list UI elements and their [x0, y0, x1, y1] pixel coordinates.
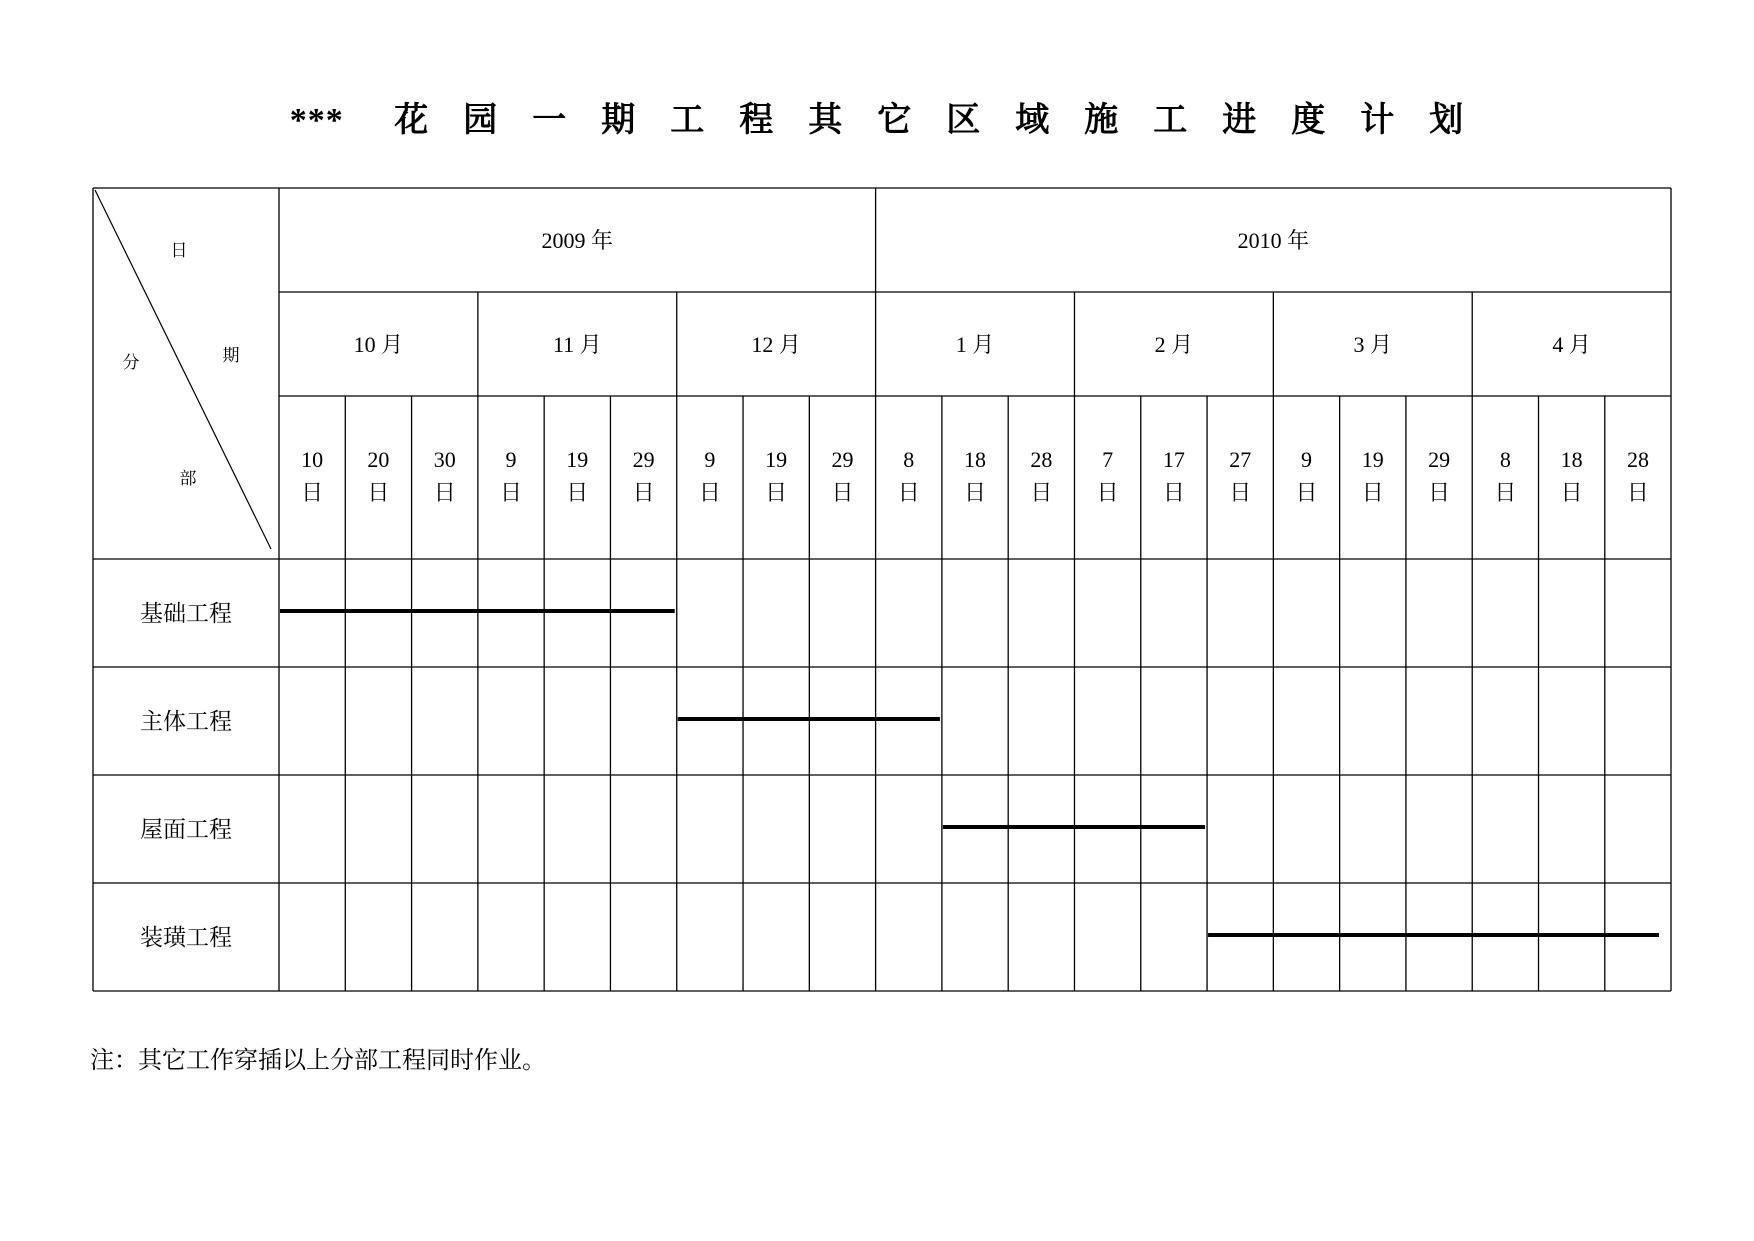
day-number-label: 28	[1626, 447, 1649, 472]
day-unit-label: 日	[1162, 480, 1185, 505]
day-number-label: 8	[1499, 447, 1511, 472]
day-unit-label: 日	[1229, 480, 1252, 505]
title-char: 工	[1153, 102, 1189, 139]
task-label: 基础工程	[140, 601, 232, 626]
year-label: 2010 年	[1237, 228, 1310, 253]
corner-label-ri: 日	[170, 241, 188, 260]
title-char: 进	[1222, 102, 1258, 139]
title-char: 工	[670, 102, 706, 139]
title-char: 一	[532, 102, 568, 139]
title-char: 施	[1084, 102, 1120, 139]
day-number-label: 10	[301, 447, 324, 472]
month-label: 4 月	[1552, 332, 1591, 357]
day-unit-label: 日	[1428, 480, 1451, 505]
task-label: 装璜工程	[140, 925, 232, 950]
title-char: 计	[1360, 102, 1396, 139]
day-unit-label: 日	[367, 480, 390, 505]
title-char: 它	[877, 102, 913, 139]
day-number-label: 19	[1361, 447, 1384, 472]
month-label: 3 月	[1353, 332, 1393, 357]
day-number-label: 19	[566, 447, 589, 472]
task-label: 屋面工程	[140, 817, 232, 842]
month-label: 2 月	[1154, 332, 1194, 357]
day-number-label: 30	[433, 447, 456, 472]
day-unit-label: 日	[1494, 480, 1517, 505]
corner-label-bu: 部	[179, 469, 197, 488]
month-label: 12 月	[751, 332, 801, 357]
day-unit-label: 日	[1626, 480, 1649, 505]
day-unit-label: 日	[1361, 480, 1384, 505]
day-number-label: 28	[1030, 447, 1053, 472]
title-prefix: ***	[289, 102, 344, 139]
day-unit-label: 日	[1030, 480, 1053, 505]
day-number-label: 29	[632, 447, 655, 472]
day-unit-label: 日	[897, 480, 920, 505]
day-number-label: 19	[765, 447, 788, 472]
title-char: 花	[394, 102, 430, 139]
day-unit-label: 日	[566, 480, 589, 505]
month-label: 11 月	[552, 332, 602, 357]
title-char: 域	[1015, 102, 1051, 139]
title-char: 期	[601, 102, 637, 139]
corner-label-fen: 分	[122, 353, 140, 372]
day-number-label: 29	[1428, 447, 1451, 472]
task-label: 主体工程	[140, 709, 232, 734]
month-label: 1 月	[955, 332, 995, 357]
day-unit-label: 日	[500, 480, 523, 505]
day-unit-label: 日	[1560, 480, 1583, 505]
title-char: 度	[1291, 102, 1327, 139]
day-number-label: 9	[505, 447, 517, 472]
day-number-label: 7	[1102, 447, 1114, 472]
day-number-label: 29	[831, 447, 854, 472]
footnote: 注：其它工作穿插以上分部工程同时作业。	[90, 1048, 546, 1074]
title-char: 划	[1429, 102, 1465, 139]
day-unit-label: 日	[1295, 480, 1318, 505]
year-label: 2009 年	[541, 228, 614, 253]
title-char: 区	[946, 102, 982, 139]
day-unit-label: 日	[1096, 480, 1119, 505]
day-unit-label: 日	[765, 480, 788, 505]
day-number-label: 18	[1560, 447, 1583, 472]
day-number-label: 17	[1162, 447, 1185, 472]
day-unit-label: 日	[433, 480, 456, 505]
title-char: 程	[739, 102, 775, 139]
day-number-label: 8	[903, 447, 915, 472]
day-unit-label: 日	[698, 480, 721, 505]
day-number-label: 18	[964, 447, 987, 472]
title-char: 园	[463, 102, 499, 139]
day-number-label: 9	[704, 447, 716, 472]
day-unit-label: 日	[632, 480, 655, 505]
day-number-label: 27	[1229, 447, 1252, 472]
day-number-label: 9	[1300, 447, 1312, 472]
day-unit-label: 日	[964, 480, 987, 505]
day-number-label: 20	[367, 447, 390, 472]
day-unit-label: 日	[301, 480, 324, 505]
title-char: 其	[808, 102, 844, 139]
day-unit-label: 日	[831, 480, 854, 505]
corner-label-qi: 期	[222, 346, 240, 365]
month-label: 10 月	[353, 332, 404, 357]
